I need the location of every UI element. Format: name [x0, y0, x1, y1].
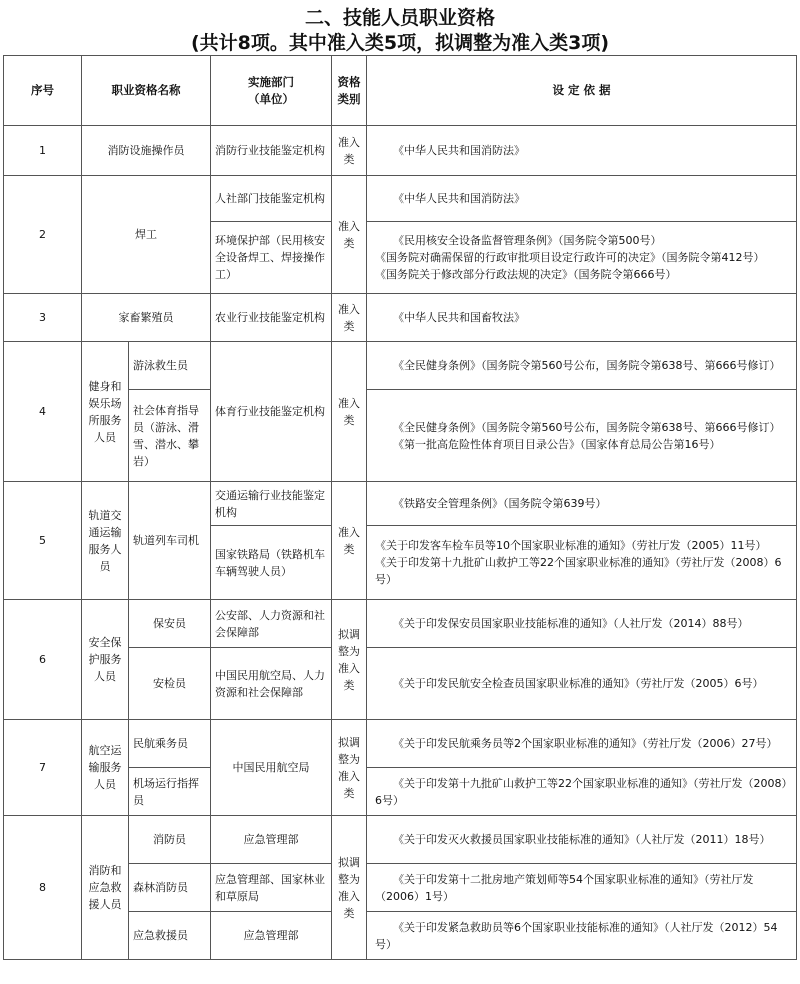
header-basis: 设 定 依 据 — [367, 56, 797, 126]
header-row — [4, 56, 797, 126]
row-basis — [367, 816, 797, 864]
header-seq: 序号 — [4, 56, 82, 126]
row-sub: 社会体育指导员（游泳、滑雪、潜水、攀岩） — [129, 390, 211, 482]
basis-line: 《关于印发民航安全检查员国家职业标准的通知》（劳社厅发（2005）6号） — [393, 677, 764, 690]
row-basis — [367, 176, 797, 222]
row-sub: 机场运行指挥员 — [129, 768, 211, 816]
row-seq: 2 — [4, 176, 82, 294]
row-name: 焊工 — [82, 176, 211, 294]
row-basis — [367, 600, 797, 648]
row-cat: 拟调整为准入类 — [332, 816, 367, 960]
row-sub: 轨道列车司机 — [129, 482, 211, 600]
header-dept-line2: （单位） — [248, 91, 294, 106]
row-sub: 安检员 — [129, 648, 211, 720]
row-name: 健身和娱乐场所服务人员 — [82, 342, 129, 482]
header-cat: 资格类别 — [332, 56, 367, 126]
basis-line: 《关于印发客车检车员等10个国家职业标准的通知》（劳社厅发（2005）11号） — [375, 539, 767, 552]
title-line-2: (共计8项。其中准入类5项，拟调整为准入类3项) — [190, 32, 610, 54]
row-name: 安全保护服务人员 — [82, 600, 129, 720]
table-row — [4, 294, 797, 342]
row-cat: 拟调整为准入类 — [332, 600, 367, 720]
row-basis — [367, 222, 797, 294]
qualification-table — [3, 55, 797, 960]
row-cat: 准入类 — [332, 482, 367, 600]
row-dept: 消防行业技能鉴定机构 — [211, 126, 332, 176]
row-cat: 拟调整为准入类 — [332, 720, 367, 816]
row-dept: 环境保护部（民用核安全设备焊工、焊接操作工） — [211, 222, 332, 294]
basis-line: 《关于印发紧急救助员等6个国家职业技能标准的通知》（人社厅发（2012）54号） — [375, 920, 778, 951]
row-basis — [367, 294, 797, 342]
table-row — [4, 600, 797, 648]
basis-line: 《全民健身条例》（国务院令第560号公布，国务院令第638号、第666号修订） — [393, 359, 781, 372]
header-name: 职业资格名称 — [82, 56, 211, 126]
header-dept — [211, 56, 332, 126]
row-seq: 8 — [4, 816, 82, 960]
row-dept: 国家铁路局（铁路机车车辆驾驶人员） — [211, 526, 332, 600]
table-row — [4, 176, 797, 222]
row-basis — [367, 648, 797, 720]
row-name: 家畜繁殖员 — [82, 294, 211, 342]
basis-line: 《关于印发灭火救援员国家职业技能标准的通知》（人社厅发（2011）18号） — [393, 833, 771, 846]
row-name: 消防和应急救援人员 — [82, 816, 129, 960]
basis-line: 《中华人民共和国消防法》 — [393, 144, 525, 157]
row-sub: 游泳救生员 — [129, 342, 211, 390]
row-cat: 准入类 — [332, 176, 367, 294]
basis-line: 《关于印发第十二批房地产策划师等54个国家职业标准的通知》（劳社厅发（2006）1号） — [375, 872, 754, 903]
row-dept: 中国民用航空局、人力资源和社会保障部 — [211, 648, 332, 720]
row-seq: 1 — [4, 126, 82, 176]
row-dept: 应急管理部 — [211, 912, 332, 960]
table-row — [4, 482, 797, 526]
row-dept: 应急管理部、国家林业和草原局 — [211, 864, 332, 912]
row-dept: 体育行业技能鉴定机构 — [211, 342, 332, 482]
row-dept: 中国民用航空局 — [211, 720, 332, 816]
table-row — [4, 342, 797, 390]
basis-line: 《第一批高危险性体育项目目录公告》（国家体育总局公告第16号） — [393, 437, 721, 451]
row-basis — [367, 482, 797, 526]
row-basis — [367, 720, 797, 768]
basis-line: 《中华人民共和国消防法》 — [393, 192, 525, 205]
row-cat: 准入类 — [332, 342, 367, 482]
table-row — [4, 816, 797, 864]
row-cat: 准入类 — [332, 294, 367, 342]
basis-line: 《国务院关于修改部分行政法规的决定》（国务院令第666号） — [375, 268, 677, 281]
basis-line: 《关于印发民航乘务员等2个国家职业标准的通知》（劳社厅发（2006）27号） — [393, 737, 778, 750]
basis-line: 《民用核安全设备监督管理条例》（国务院令第500号） — [393, 234, 662, 247]
row-sub: 森林消防员 — [129, 864, 211, 912]
row-sub: 民航乘务员 — [129, 720, 211, 768]
row-seq: 6 — [4, 600, 82, 720]
basis-line: 《铁路安全管理条例》（国务院令第639号） — [393, 497, 607, 510]
row-basis — [367, 864, 797, 912]
basis-line: 《全民健身条例》（国务院令第560号公布，国务院令第638号、第666号修订） — [393, 420, 781, 434]
row-basis — [367, 768, 797, 816]
row-name: 轨道交通运输服务人员 — [82, 482, 129, 600]
row-dept: 交通运输行业技能鉴定机构 — [211, 482, 332, 526]
row-sub: 消防员 — [129, 816, 211, 864]
page-title — [0, 0, 800, 56]
row-cat: 准入类 — [332, 126, 367, 176]
row-basis — [367, 526, 797, 600]
row-sub: 应急救援员 — [129, 912, 211, 960]
basis-line: 《关于印发第十九批矿山救护工等22个国家职业标准的通知》（劳社厅发（2008）6号） — [375, 776, 787, 807]
basis-line: 《关于印发保安员国家职业技能标准的通知》（人社厅发（2014）88号） — [393, 617, 749, 630]
row-dept: 应急管理部 — [211, 816, 332, 864]
table-row — [4, 720, 797, 768]
row-basis — [367, 342, 797, 390]
row-dept: 人社部门技能鉴定机构 — [211, 176, 332, 222]
header-dept-line1: 实施部门 — [248, 74, 294, 89]
row-seq: 3 — [4, 294, 82, 342]
title-line-1: 二、技能人员职业资格 — [304, 7, 495, 29]
row-basis — [367, 126, 797, 176]
basis-line: 《中华人民共和国畜牧法》 — [393, 311, 525, 324]
row-name: 消防设施操作员 — [82, 126, 211, 176]
row-seq: 5 — [4, 482, 82, 600]
row-dept: 公安部、人力资源和社会保障部 — [211, 600, 332, 648]
row-name: 航空运输服务人员 — [82, 720, 129, 816]
row-seq: 7 — [4, 720, 82, 816]
basis-line: 《关于印发第十九批矿山救护工等22个国家职业标准的通知》（劳社厅发（2008）6号） — [375, 556, 782, 586]
row-sub: 保安员 — [129, 600, 211, 648]
row-basis — [367, 912, 797, 960]
row-dept: 农业行业技能鉴定机构 — [211, 294, 332, 342]
row-seq: 4 — [4, 342, 82, 482]
basis-line: 《国务院对确需保留的行政审批项目设定行政许可的决定》（国务院令第412号） — [375, 251, 765, 264]
table-row — [4, 126, 797, 176]
row-basis — [367, 390, 797, 482]
